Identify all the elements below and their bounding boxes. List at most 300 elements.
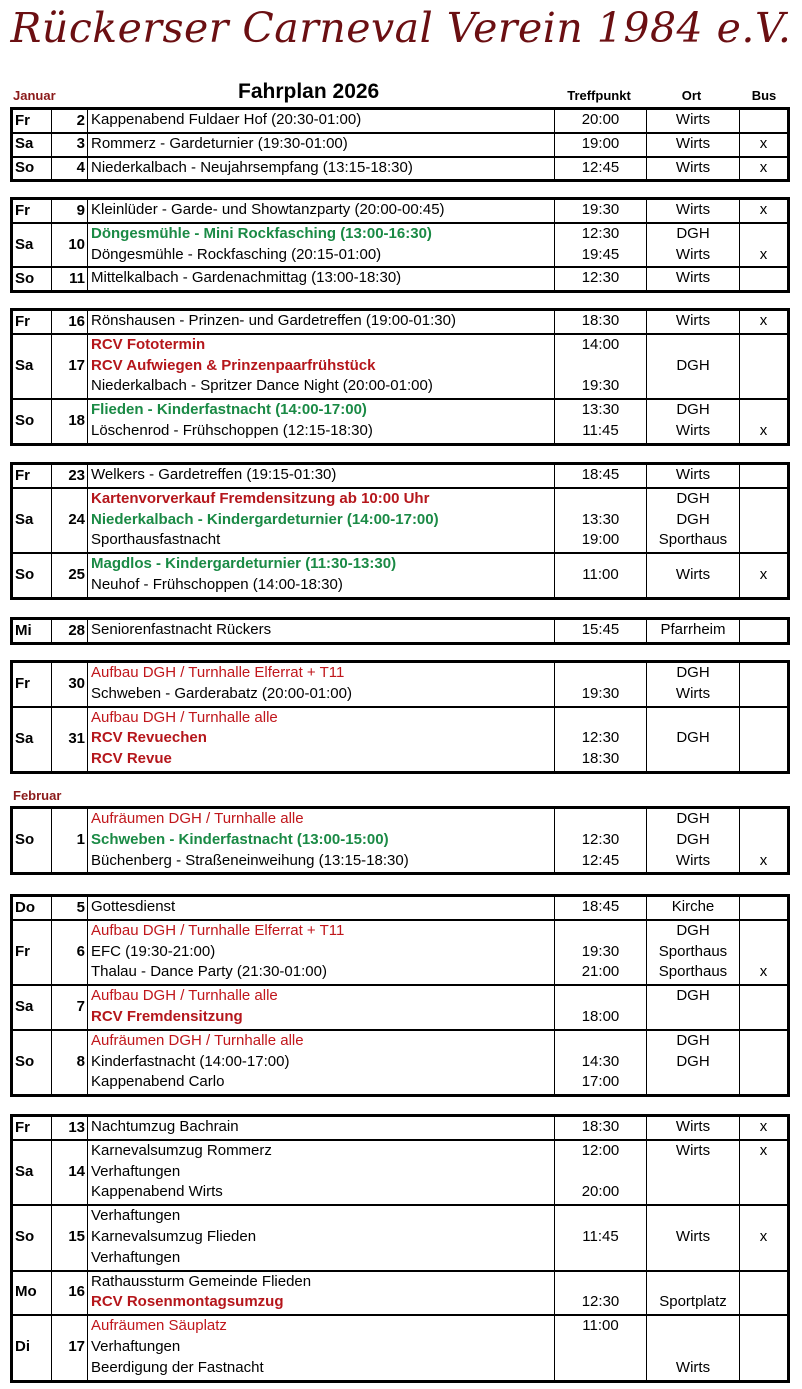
- bus-cell: [739, 200, 787, 222]
- date-cell: [51, 1206, 87, 1269]
- bus-mark: [740, 1272, 787, 1293]
- table-row: [13, 156, 787, 180]
- date-label: 4: [76, 159, 85, 177]
- location: DGH: [676, 729, 710, 747]
- bus-mark: [740, 830, 787, 851]
- table-row: [13, 110, 787, 132]
- bus-mark: [740, 1248, 787, 1269]
- treffpunkt-cell: [554, 1206, 646, 1269]
- weekday-label: So: [15, 1053, 35, 1071]
- treffpunkt-cell: [554, 268, 646, 290]
- event-cell: [87, 465, 554, 487]
- weekday-cell: [13, 708, 51, 771]
- meeting-time: 19:30: [581, 684, 620, 702]
- bus-mark: [740, 489, 787, 510]
- meeting-time: 12:30: [581, 1293, 620, 1311]
- bus-mark: [740, 620, 787, 641]
- ort-cell: [646, 200, 739, 222]
- location: DGH: [676, 224, 710, 242]
- date-cell: [51, 335, 87, 398]
- week-block: [10, 1114, 790, 1383]
- treffpunkt-cell: [554, 708, 646, 771]
- bus-mark: x: [759, 963, 768, 981]
- weekday-cell: [13, 1272, 51, 1315]
- event-cell: [87, 1206, 554, 1269]
- date-label: 30: [68, 674, 85, 692]
- table-row: [13, 333, 787, 398]
- location: Wirts: [675, 466, 711, 483]
- table-row: [13, 465, 787, 487]
- date-cell: [51, 224, 87, 267]
- weekday-cell: [13, 224, 51, 267]
- meeting-time: 12:30: [581, 224, 620, 242]
- meeting-time: 20:00: [581, 1183, 620, 1201]
- weekday-label: Do: [15, 898, 35, 916]
- weekday-label: Fr: [15, 201, 30, 219]
- date-cell: [51, 489, 87, 552]
- location: Wirts: [675, 111, 711, 128]
- event-cell: [87, 620, 554, 642]
- week-block: [10, 197, 790, 293]
- weekday-cell: [13, 897, 51, 919]
- date-label: 11: [69, 269, 85, 287]
- event-cell: [87, 489, 554, 552]
- event-text: Aufräumen DGH / Turnhalle alle: [91, 1031, 304, 1049]
- event-text: Beerdigung der Fastnacht: [91, 1358, 264, 1376]
- date-label: 17: [68, 357, 85, 375]
- location: DGH: [676, 830, 710, 848]
- date-cell: [51, 897, 87, 919]
- bus-mark: x: [759, 851, 768, 869]
- bus-cell: [739, 663, 787, 706]
- weekday-cell: [13, 1206, 51, 1269]
- bus-mark: [740, 465, 787, 486]
- weekday-label: So: [15, 831, 35, 849]
- event-text: Gottesdienst: [91, 898, 176, 915]
- bus-cell: [739, 1316, 787, 1379]
- ort-cell: [646, 663, 739, 706]
- meeting-time: [555, 1272, 646, 1293]
- location: DGH: [676, 356, 710, 374]
- event-text: Verhaftungen: [91, 1248, 181, 1266]
- date-cell: [51, 708, 87, 771]
- event-text: Mittelkalbach - Gardenachmittag (13:00-18:30): [91, 269, 402, 287]
- event-text: Döngesmühle - Mini Rockfasching (13:00-16:30): [91, 224, 432, 242]
- location: DGH: [676, 810, 710, 827]
- event-cell: [87, 335, 554, 398]
- weekday-label: Di: [15, 1338, 30, 1356]
- location: DGH: [676, 489, 710, 507]
- location: Wirts: [675, 1227, 711, 1245]
- location: Wirts: [675, 566, 711, 584]
- location: DGH: [676, 664, 710, 681]
- date-label: 2: [76, 111, 85, 129]
- week-block: [10, 894, 790, 1097]
- meeting-time: 18:30: [581, 312, 620, 329]
- bus-mark: x: [759, 134, 768, 152]
- weekday-cell: [13, 134, 51, 156]
- bus-mark: x: [759, 1118, 768, 1135]
- event-cell: [87, 1031, 554, 1094]
- treffpunkt-cell: [554, 1117, 646, 1139]
- date-label: 7: [76, 998, 85, 1016]
- location: DGH: [676, 510, 710, 528]
- event-cell: [87, 268, 554, 290]
- date-cell: [51, 921, 87, 984]
- ort-cell: [646, 897, 739, 919]
- date-cell: [51, 400, 87, 443]
- meeting-time: 19:30: [581, 377, 620, 395]
- table-row: [13, 706, 787, 771]
- date-cell: [51, 465, 87, 487]
- date-cell: [51, 809, 87, 872]
- bus-mark: [740, 1292, 787, 1313]
- meeting-time: [555, 1358, 646, 1379]
- bus-mark: [740, 684, 787, 705]
- meeting-time: [555, 663, 646, 684]
- event-text: RCV Revuechen: [91, 729, 207, 747]
- bus-mark: [740, 728, 787, 749]
- bus-mark: [740, 1182, 787, 1203]
- table-row: [13, 663, 787, 706]
- event-text: Rönshausen - Prinzen- und Gardetreffen (19:00-01:30): [91, 312, 456, 329]
- meeting-time: [555, 1248, 646, 1269]
- meeting-time: [555, 1206, 646, 1227]
- event-text: Verhaftungen: [91, 1207, 181, 1225]
- treffpunkt-cell: [554, 200, 646, 222]
- club-title: Rückerser Carneval Verein 1984 e.V.: [10, 4, 792, 52]
- meeting-time: [555, 1031, 646, 1052]
- date-label: 9: [76, 201, 85, 219]
- bus-cell: [739, 1031, 787, 1094]
- meeting-time: 13:30: [581, 401, 620, 419]
- location: Sporthaus: [658, 531, 728, 549]
- event-text: Rathaussturm Gemeinde Flieden: [91, 1272, 312, 1290]
- column-header-ort: Ort: [681, 88, 702, 103]
- weekday-label: Fr: [15, 466, 30, 484]
- event-text: Karnevalsumzug Rommerz: [91, 1141, 272, 1159]
- weekday-label: Sa: [15, 235, 34, 253]
- location: Kirche: [671, 898, 715, 915]
- weekday-cell: [13, 268, 51, 290]
- event-cell: [87, 663, 554, 706]
- date-label: 17: [68, 1338, 85, 1356]
- ort-cell: [646, 1206, 739, 1269]
- weekday-label: So: [15, 1228, 35, 1246]
- event-text: Aufräumen Säuplatz: [91, 1317, 227, 1335]
- event-text: Kappenabend Carlo: [91, 1073, 225, 1091]
- date-label: 15: [68, 1228, 85, 1246]
- event-text: RCV Revue: [91, 750, 172, 768]
- bus-mark: [740, 335, 787, 356]
- event-text: Aufbau DGH / Turnhalle Elferrat + T11: [91, 921, 345, 939]
- bus-cell: [739, 400, 787, 443]
- ort-cell: [646, 1031, 739, 1094]
- meeting-time: 17:00: [581, 1073, 620, 1091]
- location: Sporthaus: [658, 942, 728, 960]
- bus-mark: [740, 1007, 787, 1028]
- date-cell: [51, 663, 87, 706]
- date-label: 16: [68, 312, 85, 330]
- week-block: [10, 806, 790, 875]
- weekday-cell: [13, 489, 51, 552]
- treffpunkt-cell: [554, 809, 646, 872]
- bus-cell: [739, 311, 787, 333]
- meeting-time: [555, 986, 646, 1007]
- treffpunkt-cell: [554, 1031, 646, 1094]
- ort-cell: [646, 554, 739, 597]
- bus-mark: x: [759, 245, 768, 263]
- treffpunkt-cell: [554, 921, 646, 984]
- ort-cell: [646, 1141, 739, 1204]
- table-row: [13, 1117, 787, 1139]
- column-header-treffpunkt: Treffpunkt: [567, 88, 631, 103]
- event-text: Kinderfastnacht (14:00-17:00): [91, 1052, 290, 1070]
- weekday-label: Sa: [15, 135, 34, 153]
- date-cell: [51, 311, 87, 333]
- bus-mark: [740, 749, 787, 770]
- bus-mark: [740, 356, 787, 377]
- ort-cell: [646, 400, 739, 443]
- event-text: Welkers - Gardetreffen (19:15-01:30): [91, 466, 337, 483]
- location: [647, 1162, 739, 1183]
- event-text: Niederkalbach - Spritzer Dance Night (20:00-01:00): [91, 377, 433, 395]
- event-cell: [87, 986, 554, 1029]
- meeting-time: [555, 1162, 646, 1183]
- date-label: 6: [76, 943, 85, 961]
- location: DGH: [676, 1031, 710, 1049]
- week-block: [10, 107, 790, 182]
- event-text: Niederkalbach - Neujahrsempfang (13:15-18:30): [91, 158, 413, 176]
- location: [647, 376, 739, 397]
- location: Wirts: [675, 201, 711, 218]
- bus-cell: [739, 489, 787, 552]
- event-cell: [87, 921, 554, 984]
- bus-cell: [739, 809, 787, 872]
- event-text: Nachtumzug Bachrain: [91, 1118, 239, 1135]
- event-text: Sporthausfastnacht: [91, 531, 221, 549]
- bus-cell: [739, 1272, 787, 1315]
- table-row: [13, 1314, 787, 1379]
- weekday-label: Mi: [15, 621, 32, 639]
- event-cell: [87, 708, 554, 771]
- meeting-time: 12:00: [581, 1141, 620, 1159]
- weekday-label: Fr: [15, 312, 30, 330]
- bus-mark: [740, 400, 787, 421]
- ort-cell: [646, 110, 739, 132]
- weekday-label: Sa: [15, 511, 34, 529]
- weekday-cell: [13, 554, 51, 597]
- event-cell: [87, 897, 554, 919]
- meeting-time: 19:30: [581, 201, 620, 218]
- event-text: EFC (19:30-21:00): [91, 942, 216, 960]
- weekday-cell: [13, 335, 51, 398]
- bus-mark: x: [759, 566, 768, 584]
- bus-mark: [740, 1337, 787, 1358]
- ort-cell: [646, 809, 739, 872]
- bus-mark: x: [759, 312, 768, 329]
- event-text: Aufbau DGH / Turnhalle alle: [91, 708, 278, 726]
- date-cell: [51, 200, 87, 222]
- date-cell: [51, 1031, 87, 1094]
- meeting-time: 18:45: [581, 898, 620, 915]
- bus-mark: [740, 809, 787, 830]
- bus-cell: [739, 1117, 787, 1139]
- table-row: [13, 222, 787, 267]
- table-row: [13, 266, 787, 290]
- treffpunkt-cell: [554, 311, 646, 333]
- bus-cell: [739, 465, 787, 487]
- location: [647, 749, 739, 770]
- weekday-cell: [13, 921, 51, 984]
- table-row: [13, 311, 787, 333]
- event-cell: [87, 1117, 554, 1139]
- ort-cell: [646, 708, 739, 771]
- location: DGH: [676, 921, 710, 939]
- event-text: Thalau - Dance Party (21:30-01:00): [91, 963, 327, 981]
- bus-mark: [740, 110, 787, 131]
- weekday-cell: [13, 1117, 51, 1139]
- weekday-label: So: [15, 412, 35, 430]
- event-text: Verhaftungen: [91, 1337, 181, 1355]
- location: [647, 1182, 739, 1203]
- event-cell: [87, 311, 554, 333]
- event-text: Neuhof - Frühschoppen (14:00-18:30): [91, 575, 343, 593]
- treffpunkt-cell: [554, 554, 646, 597]
- location: Wirts: [675, 134, 711, 152]
- weekday-label: Sa: [15, 729, 34, 747]
- ort-cell: [646, 224, 739, 267]
- date-cell: [51, 110, 87, 132]
- weekday-label: So: [15, 566, 35, 584]
- meeting-time: 12:45: [581, 851, 620, 869]
- event-text: Kappenabend Wirts: [91, 1183, 223, 1201]
- date-label: 13: [68, 1118, 85, 1136]
- location: [647, 335, 739, 356]
- event-cell: [87, 110, 554, 132]
- event-cell: [87, 200, 554, 222]
- bus-mark: [740, 510, 787, 531]
- event-text: Aufbau DGH / Turnhalle Elferrat + T11: [91, 664, 345, 681]
- weekday-label: Fr: [15, 1118, 30, 1136]
- ort-cell: [646, 986, 739, 1029]
- date-cell: [51, 158, 87, 180]
- event-text: Schweben - Kinderfastnacht (13:00-15:00): [91, 830, 389, 848]
- bus-mark: [740, 376, 787, 397]
- treffpunkt-cell: [554, 1272, 646, 1315]
- weekday-label: So: [15, 159, 35, 177]
- bus-mark: [740, 224, 787, 245]
- date-cell: [51, 134, 87, 156]
- date-label: 3: [76, 135, 85, 153]
- event-text: RCV Rosenmontagsumzug: [91, 1293, 284, 1311]
- event-text: Seniorenfastnacht Rückers: [91, 621, 272, 638]
- ort-cell: [646, 311, 739, 333]
- month-label-januar: Januar: [13, 88, 56, 103]
- bus-mark: [740, 986, 787, 1007]
- date-cell: [51, 1117, 87, 1139]
- table-row: [13, 487, 787, 552]
- meeting-time: 12:30: [581, 830, 620, 848]
- weekday-cell: [13, 620, 51, 642]
- column-header-bus: Bus: [751, 88, 777, 103]
- ort-cell: [646, 268, 739, 290]
- event-text: RCV Aufwiegen & Prinzenpaarfrühstück: [91, 356, 376, 374]
- event-cell: [87, 134, 554, 156]
- treffpunkt-cell: [554, 224, 646, 267]
- meeting-time: 19:00: [581, 134, 620, 152]
- ort-cell: [646, 1316, 739, 1379]
- weekday-cell: [13, 1031, 51, 1094]
- bus-cell: [739, 158, 787, 180]
- table-row: [13, 809, 787, 872]
- location: [647, 1072, 739, 1093]
- event-cell: [87, 554, 554, 597]
- meeting-time: [555, 1337, 646, 1358]
- location: [647, 1007, 739, 1028]
- date-label: 18: [68, 412, 85, 430]
- weekday-label: Fr: [15, 674, 30, 692]
- date-label: 8: [76, 1053, 85, 1071]
- date-label: 23: [68, 466, 85, 484]
- month-label-februar: Februar: [13, 788, 62, 803]
- table-row: [13, 1139, 787, 1204]
- table-row: [13, 200, 787, 222]
- bus-mark: [740, 1206, 787, 1227]
- bus-cell: [739, 708, 787, 771]
- table-row: [13, 897, 787, 919]
- meeting-time: 11:45: [582, 1227, 619, 1245]
- event-text: Kappenabend Fuldaer Hof (20:30-01:00): [91, 111, 362, 128]
- location: [647, 708, 739, 729]
- event-text: Aufbau DGH / Turnhalle alle: [91, 987, 278, 1005]
- bus-mark: [740, 1162, 787, 1183]
- event-text: Flieden - Kinderfastnacht (14:00-17:00): [91, 401, 367, 419]
- ort-cell: [646, 489, 739, 552]
- meeting-time: 15:45: [581, 621, 620, 638]
- location: DGH: [676, 987, 710, 1005]
- bus-mark: [740, 1072, 787, 1093]
- meeting-time: 19:45: [581, 245, 620, 263]
- location: [647, 1272, 739, 1293]
- date-cell: [51, 986, 87, 1029]
- ort-cell: [646, 1272, 739, 1315]
- table-row: [13, 552, 787, 597]
- location: [647, 1316, 739, 1337]
- bus-mark: x: [759, 1227, 768, 1245]
- treffpunkt-cell: [554, 158, 646, 180]
- location: Wirts: [675, 158, 711, 176]
- event-text: Verhaftungen: [91, 1162, 181, 1180]
- week-block: [10, 617, 790, 645]
- date-cell: [51, 1141, 87, 1204]
- meeting-time: 21:00: [581, 963, 620, 981]
- event-text: Aufräumen DGH / Turnhalle alle: [91, 810, 304, 827]
- weekday-cell: [13, 110, 51, 132]
- location: Wirts: [675, 312, 711, 329]
- meeting-time: [555, 921, 646, 942]
- meeting-time: [555, 708, 646, 729]
- event-cell: [87, 224, 554, 267]
- date-label: 24: [68, 511, 85, 529]
- table-row: [13, 1029, 787, 1094]
- bus-mark: [740, 1316, 787, 1337]
- bus-mark: [740, 942, 787, 963]
- weekday-cell: [13, 311, 51, 333]
- bus-mark: x: [759, 201, 768, 218]
- ort-cell: [646, 620, 739, 642]
- event-cell: [87, 809, 554, 872]
